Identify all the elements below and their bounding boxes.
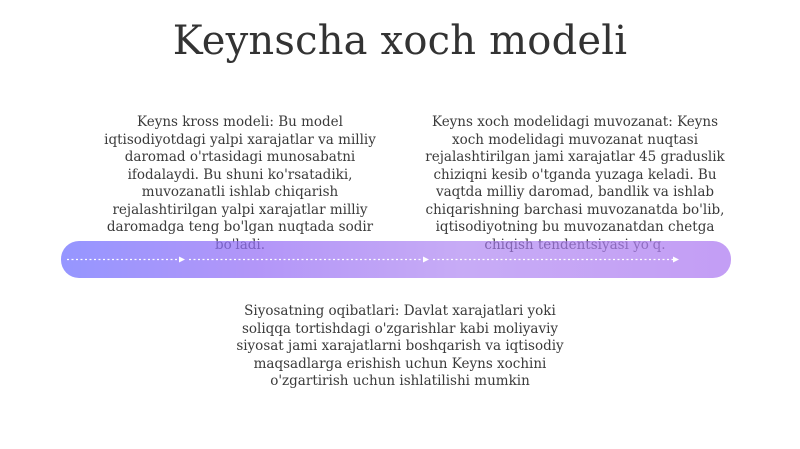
timeline-arrow-2 xyxy=(189,257,429,263)
timeline-arrow-1 xyxy=(67,257,185,263)
timeline-arrow-3 xyxy=(433,257,679,263)
timeline-arrows xyxy=(61,241,731,278)
section-equilibrium: Keyns xoch modelidagi muvozanat: Keyns xoch modelidagi muvozanat nuqtasi rejalashtirilgan jami xarajatlar 45 graduslik chiziqni kesib o'tganda yuzaga keladi. Bu vaqtda milliy daromad, bandlik va ishlab chiqarishning barchasi muvozanatda bo'lib, iqtisodiyotning bu muvozanatdan chetga xyxy=(425,114,725,235)
section-policy-implications: Siyosatning oqibatlari: Davlat xarajatlari yoki soliqqa tortishdagi o'zgarishlar kabi moliyaviy siyosat jami xarajatlarni boshqarish va iqtisodiy maqsadlarga erishish uchun Keyns xochini o'zgartirish uchun ishlatilishi mumkin xyxy=(236,303,564,389)
section-keynes-cross-model: Keyns kross modeli: Bu model iqtisodiyotdagi yalpi xarajatlar va milliy daromad o'rtasidagi munosabatni ifodalaydi. Bu shuni ko'rsatadiki, muvozanatli ishlab chiqarish rejalashtirilgan yalpi xarajatlar milliy daromadga teng bo'lgan nuqtada sodir xyxy=(104,114,376,235)
timeline-bar xyxy=(61,241,731,278)
page-title: Keynscha xoch modeli xyxy=(172,18,628,64)
